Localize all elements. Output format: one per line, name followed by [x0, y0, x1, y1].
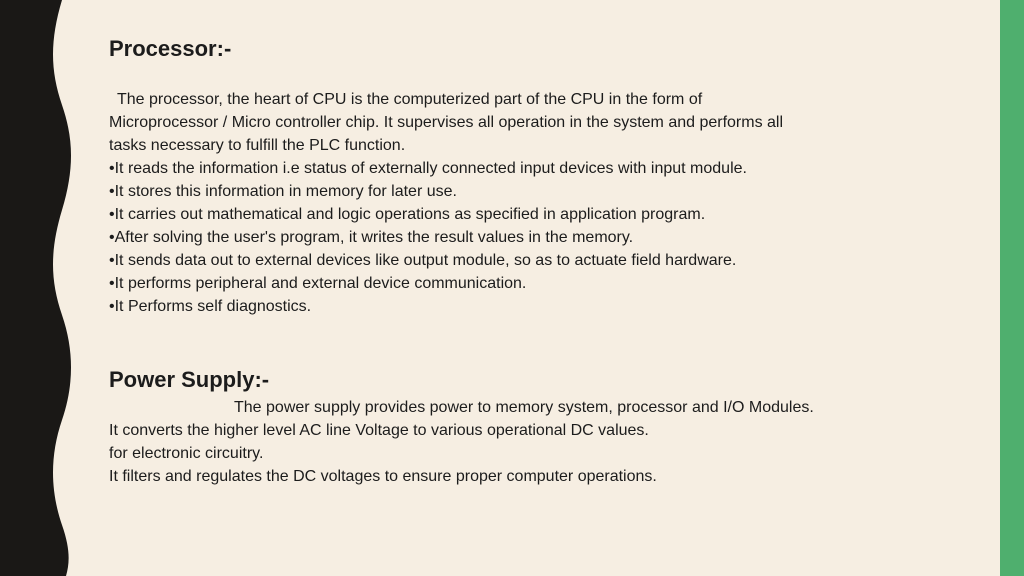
- processor-heading: Processor:-: [109, 36, 232, 61]
- power-supply-line-4: It filters and regulates the DC voltages to ensure proper computer operations.: [109, 468, 657, 485]
- list-item: • It carries out mathematical and logic operations as specified in application program.: [109, 203, 747, 226]
- power-supply-line-2: It converts the higher level AC line Voltage to various operational DC values.: [109, 422, 649, 439]
- list-item: • It stores this information in memory for later use.: [109, 180, 747, 203]
- list-item: • It Performs self diagnostics.: [109, 295, 747, 318]
- power-supply-heading: Power Supply:-: [109, 367, 270, 392]
- right-accent-bar: [1000, 0, 1024, 576]
- list-item: • It performs peripheral and external device communication.: [109, 272, 747, 295]
- processor-bullet-list: [109, 157, 747, 318]
- processor-intro-line-1: The processor, the heart of CPU is the computerized part of the CPU in the form of: [117, 91, 703, 108]
- list-item: • It sends data out to external devices like output module, so as to actuate field hardware.: [109, 249, 747, 272]
- power-supply-line-1: The power supply provides power to memory system, processor and I/O Modules.: [234, 399, 814, 416]
- processor-intro-line-3: tasks necessary to fulfill the PLC function.: [109, 137, 406, 154]
- processor-intro-line-2: Microprocessor / Micro controller chip. It supervises all operation in the system and performs all: [109, 114, 784, 131]
- decorative-wave-band: [0, 0, 80, 576]
- power-supply-line-3: for electronic circuitry.: [109, 445, 264, 462]
- list-item: • After solving the user's program, it writes the result values in the memory.: [109, 226, 747, 249]
- list-item: • It reads the information i.e status of externally connected input devices with input module.: [109, 157, 747, 180]
